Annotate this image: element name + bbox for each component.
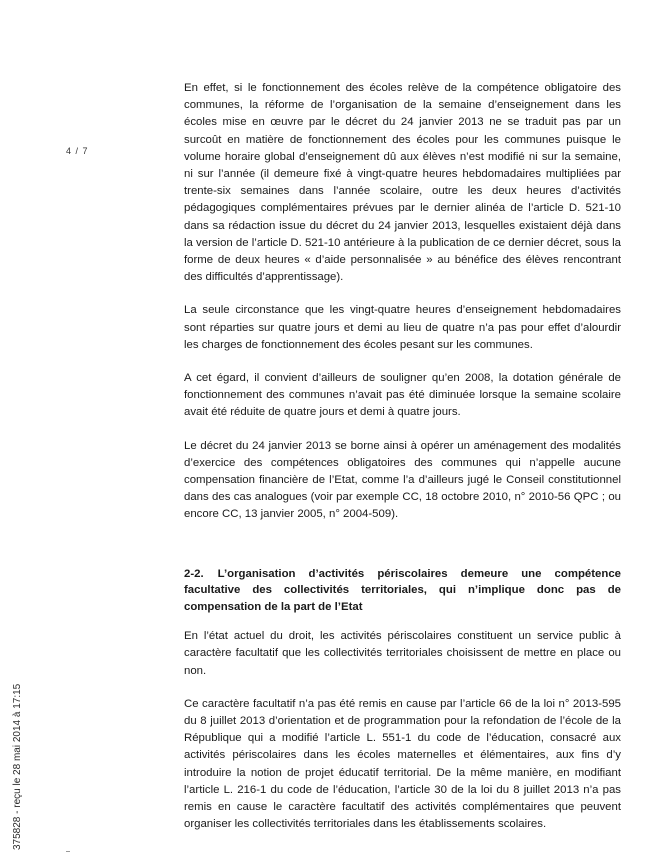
scan-mark (66, 851, 70, 852)
paragraph-3: A cet égard, il convient d’ailleurs de souligner qu’en 2008, la dotation générale de fonctionnement des communes n’avait pas été diminuée lorsque la semaine scolaire avait été réduite de quatre jours et demi à quatre jours. (184, 372, 621, 419)
section-title: L’organisation d’activités périscolaires demeure une compétence facultative des collectivités territoriales, qui n’implique donc pas de compensation de la part de l’Etat (184, 567, 621, 613)
paragraph-2: La seule circonstance que les vingt-quatre heures d’enseignement hebdomadaires sont réparties sur quatre jours et demi au lieu de quatre n’a pas pour effet d’alourdir les charges de fonctionnement des écoles pesant sur les communes. (184, 304, 621, 351)
paragraph-1: En effet, si le fonctionnement des écoles relève de la compétence obligatoire des communes, la réforme de l’organisation de la semaine d’enseignement dans les écoles mise en œuvre par le décret du 24 janvier 2013 ne se traduit pas par un surcoût en matière de fonctionnement des écoles pour les communes puisque le volume horaire global d’enseignement dû aux élèves n’est modifié ni sur la semaine, ni sur l’année (il demeure fixé à vingt-quatre heures hebdomadaires multipliées par trente-six semaines dans l’année scolaire, outre les deux heures d’activités pédagogiques complémentaires prévues par le dernier alinéa de l’article D. 521-10 dans sa rédaction issue du décret du 24 janvier 2013, lesquelles existaient déjà dans la version de l’article D. 521-10 antérieure à la publication de ce dernier décret, sous la forme de deux heures « d’aide personnalisée » au bénéfice des élèves rencontrant des difficultés d’apprentissage). (184, 82, 621, 284)
paragraph-4: Le décret du 24 janvier 2013 se borne ainsi à opérer un aménagement des modalités d’exercice des compétences obligatoires des communes qui n’appelle aucune compensation financière de l’Etat, comme l’a d’ailleurs jugé le Conseil constitutionnel dans des cas analogues (voir par exemple CC, 18 octobre 2010, n° 2010-56 QPC ; ou encore CC, 13 janvier 2005, n° 2004-509). (184, 439, 621, 521)
section-heading (184, 566, 621, 616)
section-paragraph-1: En l’état actuel du droit, les activités périscolaires constituent un service public à caractère facultatif que les collectivités territoriales choisissent de mettre en place ou non. (184, 630, 621, 677)
document-body (184, 80, 621, 849)
section-paragraph-2: Ce caractère facultatif n’a pas été remis en cause par l’article 66 de la loi n° 2013-595 du 8 juillet 2013 d’orientation et de programmation pour la refondation de l’école de la République qui a modifié l’article L. 551-1 du code de l’éducation, consacré aux activités périscolaires dans les écoles maternelles et élémentaires, aux fins d’y introduire la notion de projet éducatif territorial. De la même manière, en modifiant l’article L. 216-1 du code de l’éducation, l’article 30 de la loi du 8 juillet 2013 n’a pas remis en cause le caractère facultatif des activités complémentaires que peuvent organiser les collectivités territoriales dans les établissements scolaires. (184, 697, 621, 831)
section-number: 2-2. (184, 567, 204, 580)
page-number: 4 / 7 (66, 146, 89, 156)
receipt-stamp: 375828 - reçu le 28 mai 2014 à 17:15 (12, 683, 23, 850)
